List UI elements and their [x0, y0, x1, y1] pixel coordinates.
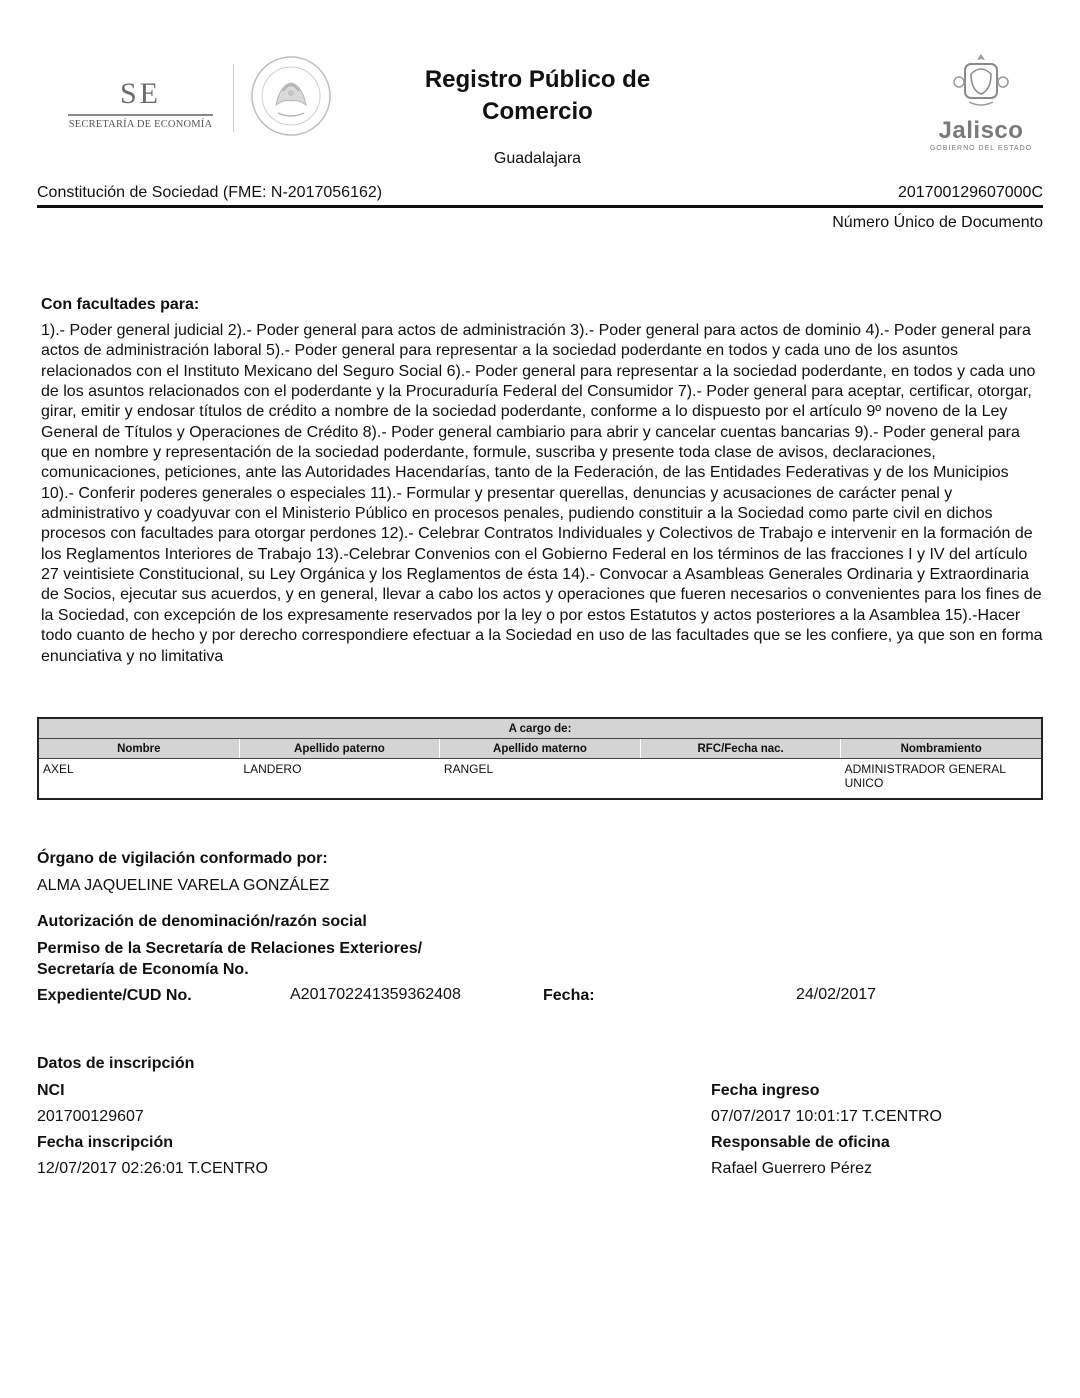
responsable-label: Responsable de oficina	[711, 1134, 890, 1151]
fecha-label: Fecha:	[543, 987, 595, 1004]
nci-value: 201700129607	[37, 1108, 144, 1125]
document-number-label: Número Único de Documento	[832, 214, 1043, 231]
jalisco-subtitle: GOBIERNO DEL ESTADO	[929, 145, 1033, 152]
se-logo-subtitle: SECRETARÍA DE ECONOMÍA	[68, 119, 213, 130]
fecha-value: 24/02/2017	[796, 986, 877, 1003]
logo-divider	[233, 64, 234, 132]
cell-nombramiento: ADMINISTRADOR GENERAL UNICO	[844, 762, 1006, 790]
header-rule	[37, 205, 1043, 208]
responsable-value: Rafael Guerrero Pérez	[711, 1160, 872, 1177]
mexico-seal-icon	[250, 55, 332, 137]
jalisco-crest-icon	[951, 50, 1011, 110]
fecha-inscripcion-value: 12/07/2017 02:26:01 T.CENTRO	[37, 1160, 268, 1177]
inscripcion-heading: Datos de inscripción	[37, 1055, 195, 1072]
page-title	[380, 64, 695, 128]
document-number: 201700129607000C	[897, 184, 1043, 201]
fecha-ingreso-value: 07/07/2017 10:01:17 T.CENTRO	[711, 1108, 942, 1125]
table-header	[39, 739, 1041, 759]
cell-rfc	[640, 759, 840, 790]
se-logo-letters: SE	[119, 77, 161, 110]
column-header-rfc: RFC/Fecha nac.	[641, 739, 842, 758]
vigilancia-value: ALMA JAQUELINE VARELA GONZÁLEZ	[37, 877, 330, 894]
jalisco-logo	[918, 50, 1044, 152]
se-logo	[68, 78, 213, 130]
title-line-1: Registro Público de	[424, 66, 651, 93]
expediente-value: A201702241359362408	[290, 986, 461, 1003]
jalisco-wordmark: Jalisco	[938, 117, 1024, 144]
facultades-heading: Con facultades para:	[41, 296, 200, 313]
title-line-2: Comercio	[482, 98, 593, 125]
nci-label: NCI	[37, 1082, 65, 1099]
se-logo-rule	[68, 114, 213, 116]
fecha-ingreso-label: Fecha ingreso	[711, 1082, 820, 1099]
fecha-inscripcion-label: Fecha inscripción	[37, 1134, 174, 1151]
column-header-apellido-materno: Apellido materno	[440, 739, 641, 758]
cell-apellido-materno: RANGEL	[443, 762, 494, 776]
column-header-nombramiento: Nombramiento	[900, 743, 982, 755]
table-row	[39, 759, 1041, 790]
cell-nombre: AXEL	[43, 762, 74, 776]
facultades-text: 1).- Poder general judicial 2).- Poder general para actos de administración 3).- Poder general para actos de dominio 4).- Poder general para actos de administración laboral 5).- Poder general para representar a la sociedad poderdante en todos y cada uno de los asuntos relacionados con el Instituto Mexicano del Seguro Social 6).- Poder general para representar a la sociedad poderdante, en todos y cada uno de los asuntos relacionados con el poderdante y la Procuraduría Federal del Consumidor 7).- Poder general para aceptar, certificar, otorgar, girar, emitir y endosar títulos de crédito a nombre de la sociedad poderdante, conforme a lo dispuesto por el artículo 9º noveno de la Ley General de Títulos y Operaciones de Crédito 8).- Poder general cambiario para abrir y cancelar cuentas bancarias 9).- Poder general para que en nombre y representación de la sociedad poderdante, formule, suscriba y presente toda clase de avisos, declaraciones, comunicaciones, peticiones, ante las Autoridades Hacendarías, tanto de la Federación, de las Entidades Federativas y de los Municipios 10).- Conferir poderes generales o especiales 11).- Formular y presentar querellas, denuncias y acusaciones de carácter penal y administrativo y coadyuvar con el Ministerio Público en procesos penales, pudiendo constituir a la Sociedad como parte civil en dichos procesos con facultades para otorgar perdones 12).- Celebrar Contratos Individuales y Colectivos de Trabajo e intervenir en la formación de los Reglamentos Interiores de Trabajo 13).-Celebrar Convenios con el Gobierno Federal en los términos de las fracciones I y IV del artículo 27 veintisiete Constitucional, su Ley Orgánica y los Reglamentos de ésta 14).- Convocar a Asambleas Generales Ordinaria y Extraordinaria de Socios, ejecutar sus acuerdos, y en general, llevar a cabo los actos y operaciones que fueren necesarios o convenientes para los fines de la Sociedad, con excepción de los expresamente reservados por la ley o por estos Estatutos y actos posteriores a la Asamblea 15).-Hacer todo cuanto de hecho y por derecho correspondiere efectuar a la Sociedad en uso de las facultades que se les confiere, ya que son en forma enunciativa y no limitativa	[41, 322, 1043, 665]
a-cargo-table	[37, 717, 1043, 800]
table-caption: A cargo de:	[39, 719, 1041, 739]
permiso-line-1: Permiso de la Secretaría de Relaciones Exteriores/	[37, 940, 423, 957]
column-header-apellido-paterno: Apellido paterno	[240, 739, 441, 758]
vigilancia-heading: Órgano de vigilación conformado por:	[37, 850, 328, 867]
city-label: Guadalajara	[493, 150, 582, 167]
autorizacion-heading: Autorización de denominación/razón social	[37, 913, 367, 930]
permiso-line-2: Secretaría de Economía No.	[37, 961, 249, 978]
document-type: Constitución de Sociedad (FME: N-2017056162)	[37, 184, 383, 201]
expediente-label: Expediente/CUD No.	[37, 987, 192, 1004]
cell-apellido-paterno: LANDERO	[243, 762, 302, 776]
column-header-nombre: Nombre	[39, 739, 240, 758]
